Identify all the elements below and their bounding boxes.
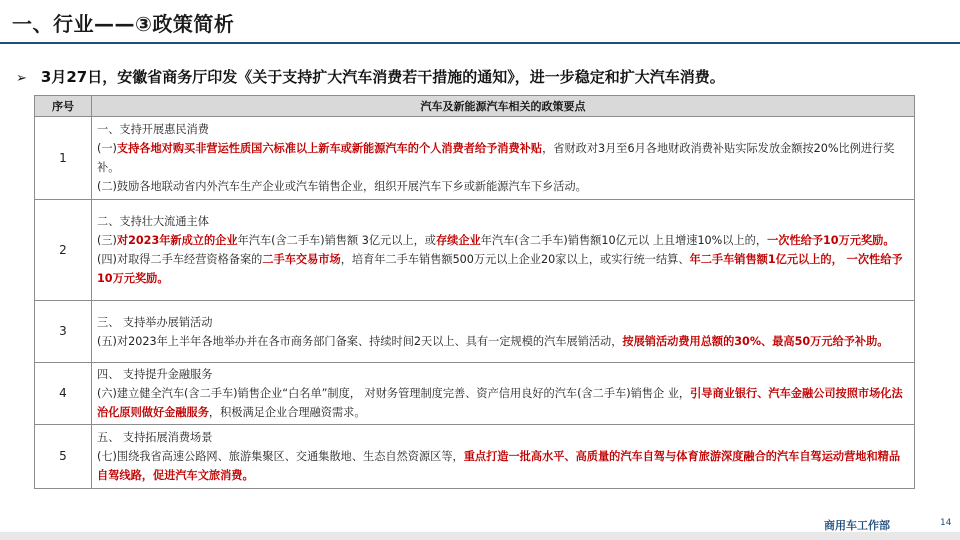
- policy-heading: 五、 支持拓展消费场景: [97, 431, 213, 444]
- col-header-policy: 汽车及新能源汽车相关的政策要点: [92, 96, 915, 117]
- arrow-right-icon: ➢: [16, 71, 27, 86]
- policy-cell: [92, 200, 915, 301]
- table-row: [35, 200, 915, 301]
- bullet-text: 3月27日，安徽省商务厅印发《关于支持扩大汽车消费若干措施的通知》，进一步稳定和扩大汽车消费。: [40, 68, 725, 86]
- policy-cell: [92, 117, 915, 200]
- title-divider: [0, 42, 960, 44]
- footer-brand: 商用车工作部: [824, 519, 890, 532]
- table-row: [35, 301, 915, 363]
- footer-bar: [0, 532, 960, 540]
- policy-item: (五)对2023年上半年各地举办并在各市商务部门备案、持续时间2天以上、具有一定规模的汽车展销活动，按展销活动费用总额的30%、最高50万元给予补助。: [97, 334, 889, 348]
- policy-item: (四)对取得二手车经营资格备案的二手车交易市场，培育年二手车销售额500万元以上企业20家以上，或实行统一结算、年二手车销售额1亿元以上的， 一次性给予10万元奖励。: [97, 253, 903, 285]
- page-number: 14: [940, 518, 952, 528]
- policy-table: [34, 95, 915, 489]
- row-number: 1: [35, 117, 92, 200]
- policy-item: (六)建立健全汽车(含二手车)销售企业“白名单”制度， 对财务管理制度完善、资产信用良好的汽车(含二手车)销售企 业，引导商业银行、汽车金融公司按照市场化法治化原则做好金融服务，积极满足企业合理融资需求。: [97, 387, 903, 419]
- policy-heading: 二、支持壮大流通主体: [97, 215, 209, 228]
- col-header-num: 序号: [35, 96, 92, 117]
- policy-bullet: [16, 66, 725, 87]
- policy-item: (三)对2023年新成立的企业年汽车(含二手车)销售额 3亿元以上，或存续企业年汽车(含二手车)销售额10亿元以 上且增速10%以上的，一次性给予10万元奖励。: [97, 234, 895, 247]
- table-row: [35, 117, 915, 200]
- row-number: 4: [35, 363, 92, 425]
- policy-heading: 四、 支持提升金融服务: [97, 368, 213, 381]
- policy-heading: 一、支持开展惠民消费: [97, 123, 209, 136]
- policy-cell: [92, 425, 915, 489]
- policy-item: (七)围绕我省高速公路网、旅游集聚区、交通集散地、生态自然资源区等，重点打造一批高水平、高质量的汽车自驾与体育旅游深度融合的汽车自驾运动营地和精品自驾线路，促进汽车文旅消费。: [97, 450, 901, 482]
- row-number: 2: [35, 200, 92, 301]
- row-number: 5: [35, 425, 92, 489]
- table-header-row: [35, 96, 915, 117]
- policy-item: (二)鼓励各地联动省内外汽车生产企业或汽车销售企业，组织开展汽车下乡或新能源汽车下乡活动。: [97, 180, 587, 193]
- policy-cell: [92, 301, 915, 363]
- policy-cell: [92, 363, 915, 425]
- row-number: 3: [35, 301, 92, 363]
- policy-heading: 三、 支持举办展销活动: [97, 315, 213, 329]
- policy-item: (一)支持各地对购买非营运性质国六标准以上新车或新能源汽车的个人消费者给予消费补贴，省财政对3月至6月各地财政消费补贴实际发放金额按20%比例进行奖补。: [97, 142, 895, 174]
- table-row: [35, 363, 915, 425]
- table-row: [35, 425, 915, 489]
- page-title: 一、行业——③政策简析: [12, 12, 235, 36]
